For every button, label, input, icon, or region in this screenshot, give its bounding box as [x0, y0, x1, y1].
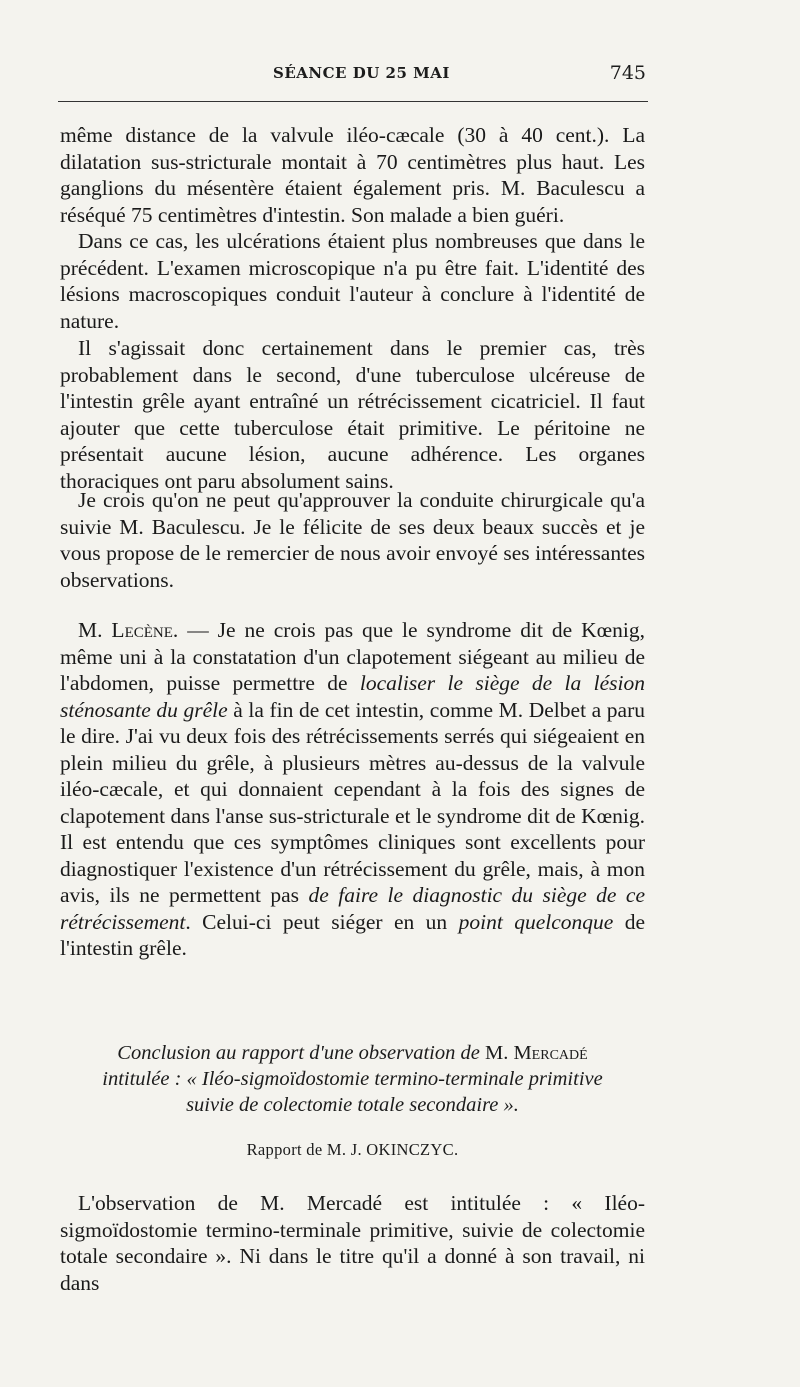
- running-header: [58, 62, 646, 88]
- lecene-text-4: de l'intestin grêle.: [60, 909, 645, 960]
- paragraph-observation-mercade: L'observation de M. Mercadé est intitulée : « Iléo-sigmoïdostomie termino-terminale primitive, suivie de colectomie totale secondaire ». Ni dans le titre qu'il a donné à son travail, ni dans: [60, 1191, 645, 1295]
- lecene-text-1: — Je ne crois pas que le syndrome dit de Kœnig, même uni à la constatation d'un clapotement siégeant au milieu de l'abdomen, puisse permettre de: [60, 618, 645, 695]
- page-number: 745: [609, 62, 646, 84]
- section-title-line-2: intitulée : « Iléo-sigmoïdostomie termino-terminale primitive: [102, 1068, 603, 1090]
- speaker-name: M. Lecène.: [78, 618, 179, 642]
- lecene-text-2: à la fin de cet intestin, comme M. Delbet a paru le dire. J'ai vu deux fois des rétrécissements serrés qui siégeaient en plein milieu du grêle, à plusieurs mètres au-dessus de la valvule iléo-cæcale, et qui donnaient cependant à la fois des signes de clapotement dans l'anse sus-stricturale et le syndrome dit de Kœnig. Il est entendu que ces symptômes cliniques sont excellents pour diagnostiquer l'existence d'un rétrécissement du grêle, mais, à mon avis, ils ne permettent pas: [60, 697, 645, 907]
- paragraph-tuberculose: Il s'agissait donc certainement dans le premier cas, très probablement dans le second, d'une tuberculose ulcéreuse de l'intestin grêle ayant entraîné un rétrécissement cicatriciel. Il faut ajouter que cette tuberculose était primitive. Le péritoine ne présentait aucune lésion, aucune adhérence. Les organes thoraciques ont paru absolument sains.: [60, 336, 645, 493]
- lecene-italic-3: point quelconque: [458, 909, 614, 934]
- running-title: SÉANCE DU 25 MAI: [273, 64, 450, 82]
- paragraph-conclusion-rapport: Je crois qu'on ne peut qu'approuver la conduite chirurgicale qu'a suivie M. Baculescu. Je le félicite de ses deux beaux succès et je vous propose de le remercier de nous avoir envoyé ses intéressantes observations.: [60, 488, 645, 592]
- paragraph-continuation: même distance de la valvule iléo-cæcale (30 à 40 cent.). La dilatation sus-stricturale montait à 70 centimètres plus haut. Les ganglions du mésentère étaient également pris. M. Baculescu a réséqué 75 centimètres d'intestin. Son malade a bien guéri.: [60, 123, 645, 227]
- section-title-line-1: Conclusion au rapport d'une observation de M. Mercadé: [117, 1042, 588, 1064]
- section-title-line-3: suivie de colectomie totale secondaire ».: [186, 1094, 519, 1116]
- paragraph-ulcerations: Dans ce cas, les ulcérations étaient plus nombreuses que dans le précédent. L'examen microscopique n'a pu être fait. L'identité des lésions macroscopiques conduit l'auteur à conclure à l'identité de nature.: [60, 229, 645, 333]
- section-title: [60, 1040, 645, 1118]
- report-author-line: Rapport de M. J. OKINCZYC.: [246, 1140, 459, 1159]
- header-rule: [58, 101, 648, 102]
- lecene-italic-2: de faire le diagnostic du siège de ce rétrécissement: [60, 883, 645, 934]
- lecene-text-3: . Celui-ci peut siéger en un: [185, 909, 459, 934]
- paragraph-lecene: [60, 617, 645, 962]
- lecene-italic-1: localiser le siège de la lésion sténosante du grêle: [60, 671, 645, 722]
